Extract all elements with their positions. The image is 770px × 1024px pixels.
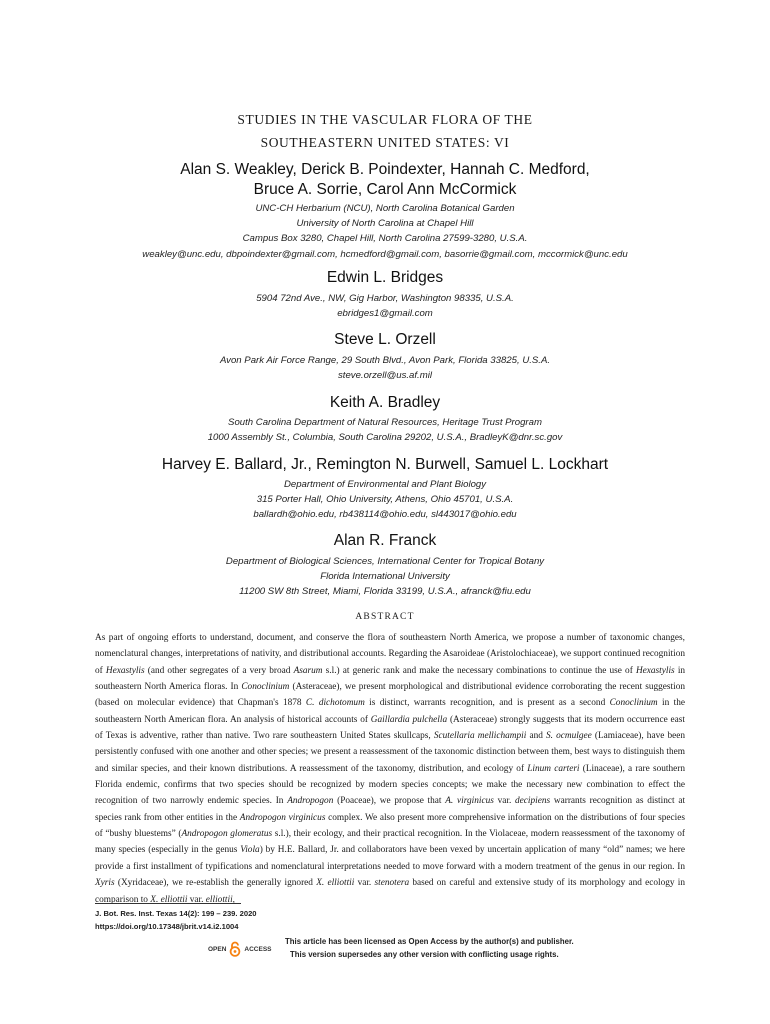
affiliation-line: Department of Environmental and Plant Biology (283, 479, 487, 490)
author-line: Alan R. Franck (333, 532, 437, 549)
abstract-text: is distinct, warrants recognition, and is present as a second (369, 698, 606, 709)
abstract-body (95, 630, 685, 908)
journal-citation: J. Bot. Res. Inst. Texas 14(2): 199 – 239. 2020 (95, 909, 257, 918)
affiliation-line: Avon Park Air Force Range, 29 South Blvd., Avon Park, Florida 33825, U.S.A. (219, 355, 551, 366)
taxon-name: Andropogon (287, 796, 334, 807)
author-line: Harvey E. Ballard, Jr., Remington N. Burwell, Samuel L. Lockhart (161, 456, 609, 473)
affiliation-ohio (0, 477, 770, 523)
abstract-text: var. (357, 878, 372, 889)
author-line: Steve L. Orzell (334, 331, 436, 348)
taxon-name: stenotera (374, 878, 410, 889)
taxon-name: Conoclinium (241, 682, 290, 693)
author-group-ballard (0, 455, 770, 475)
abstract-text: (Poaceae), we propose that (337, 796, 442, 807)
abstract-text: s.l.), their ecology, and their practical recognition. In the Violaceae, modern reassessment of the taxonomy of many species (especially in the genus (95, 829, 685, 856)
abstract-text: , (232, 894, 235, 905)
affiliation-ncu (0, 201, 770, 262)
affiliation-emails: steve.orzell@us.af.mil (338, 370, 432, 382)
open-access-label-left: OPEN (208, 945, 227, 953)
abstract-text: s.l.) at generic rank and make the necessary combinations to continue the use of (325, 665, 633, 676)
open-access-logo (208, 941, 272, 957)
taxon-name: Viola (240, 845, 260, 856)
affiliation-emails: ballardh@ohio.edu, rb438114@ohio.edu, sl443017@ohio.edu (253, 509, 517, 521)
author-group-bridges (0, 268, 770, 288)
doi-link[interactable]: https://doi.org/10.17348/jbrit.v14.i2.1004 (95, 922, 239, 931)
author-line: Edwin L. Bridges (326, 269, 444, 286)
affiliation-line: Florida International University (320, 571, 450, 583)
abstract-text: (Linaceae), a rare southern Florida endemic, confirms that two species should be recognized by modern species concepts; we make the necessary new combination to effect the recognition of two narrowly endemic species. In (95, 763, 685, 807)
affiliation-emails: weakley@unc.edu, dbpoindexter@gmail.com, hcmedford@gmail.com, basorrie@gmail.com, mccormick@unc.edu (142, 248, 628, 260)
taxon-name: X. elliottii (316, 878, 355, 889)
taxon-name: elliottii (205, 894, 233, 905)
abstract-text: warrants recognition as distinct at species rank from other entities in the (95, 796, 686, 823)
paper-title-line-1: STUDIES IN THE VASCULAR FLORA OF THE (237, 112, 533, 127)
taxon-name: A. virginicus (445, 796, 494, 807)
author-line: Alan S. Weakley, Derick B. Poindexter, Hannah C. Medford, (180, 161, 590, 178)
taxon-name: decipiens (515, 796, 551, 807)
affiliation-bridges (0, 291, 770, 321)
affiliation-line: Department of Biological Sciences, International Center for Tropical Botany (225, 556, 545, 567)
taxon-name: Linum carteri (527, 763, 580, 774)
affiliation-line: 5904 72nd Ave., NW, Gig Harbor, Washington 98335, U.S.A. (256, 293, 514, 304)
author-group-weakley (0, 160, 770, 200)
license-statement-2: This version supersedes any other version with conflicting usage rights. (290, 950, 559, 959)
author-group-franck (0, 531, 770, 551)
author-line: Bruce A. Sorrie, Carol Ann McCormick (253, 181, 517, 198)
taxon-name: Conoclinium (609, 698, 658, 709)
affiliation-fiu (0, 554, 770, 600)
abstract-text: (Xyridaceae), we re-establish the generally ignored (117, 878, 313, 889)
taxon-name: Hexastylis (105, 665, 145, 676)
author-group-orzell (0, 330, 770, 350)
taxon-name: Gaillardia pulchella (370, 714, 448, 725)
abstract-text: in southeastern North America floras. In (95, 665, 686, 693)
affiliation-bradley (0, 415, 770, 445)
taxon-name: X. elliottii (150, 894, 188, 905)
abstract-text: and (529, 731, 543, 742)
affiliation-line: 11200 SW 8th Street, Miami, Florida 33199, U.S.A., afranck@fiu.edu (239, 586, 531, 598)
affiliation-line: 1000 Assembly St., Columbia, South Carolina 29202, U.S.A., BradleyK@dnr.sc.gov (207, 432, 563, 444)
abstract-heading: ABSTRACT (355, 612, 415, 622)
abstract-text: var. (189, 894, 204, 905)
taxon-name: Scutellaria mellichampii (433, 731, 527, 742)
author-line: Keith A. Bradley (329, 394, 441, 411)
affiliation-line: Campus Box 3280, Chapel Hill, North Carolina 27599-3280, U.S.A. (242, 233, 528, 245)
taxon-name: Xyris (95, 878, 115, 889)
open-lock-icon (228, 941, 242, 957)
footnote-rule (95, 903, 241, 904)
affiliation-line: University of North Carolina at Chapel Hill (296, 218, 474, 230)
affiliation-orzell (0, 353, 770, 383)
affiliation-line: 315 Porter Hall, Ohio University, Athens, Ohio 45701, U.S.A. (256, 494, 514, 506)
abstract-text: complex. We also present more comprehensive information on the distributions of four species of “bushy bluestems” ( (95, 812, 685, 840)
abstract-text: based on careful and extensive study of its morphology and ecology in comparison to (95, 878, 686, 905)
abstract-text: in the southeastern North American flora. An analysis of historical accounts of (95, 698, 685, 725)
abstract-text: (Asteraceae), we present morphological and distributional evidence corroborating the recent suggestion (based on molecular evidence) that Chapman's 1878 (95, 682, 686, 709)
license-statement-1: This article has been licensed as Open Access by the author(s) and publisher. (285, 937, 574, 946)
abstract-text: As part of ongoing efforts to understand, document, and conserve the flora of southeastern North America, we propose a number of taxonomic changes, nomenclatural changes, interpretations of nativity, and distributional accounts. Regarding the Asaroideae (Aristolochiaceae), we support continued recognition of (95, 633, 685, 676)
affiliation-line: South Carolina Department of Natural Resources, Heritage Trust Program (228, 417, 542, 428)
author-group-bradley (0, 393, 770, 413)
taxon-name: Andropogon glomeratus (181, 829, 273, 840)
open-access-label-right: ACCESS (244, 945, 272, 953)
abstract-text: (Lamiaceae), have been persistently confused with one another and other species; we present a reassessment of the taxonomic distinction between them, best ways to distinguish them and similar species, and their known distributions. A reassessment of the taxonomy, distribution, and ecology of (95, 731, 686, 774)
affiliation-emails: ebridges1@gmail.com (337, 308, 433, 320)
taxon-name: Asarum (293, 665, 323, 676)
paper-title-line-2: SOUTHEASTERN UNITED STATES: VI (260, 135, 510, 150)
taxon-name: Andropogon virginicus (239, 812, 326, 823)
abstract-text: (Asteraceae) strongly suggests that its modern occurrence east of Texas is adventive, rather than native. Two rare southeastern United States skullcaps, (95, 714, 685, 742)
taxon-name: C. dichotomum (305, 698, 365, 709)
taxon-name: S. ocmulgee (546, 731, 592, 742)
abstract-text: ) by H.E. Ballard, Jr. and collaborators have been vexed by uncertain application of many “old” names; we here provide a first installment of typifications and nomenclatural interpretations needed to move forward with a modern treatment of the genus in our region. In (95, 845, 685, 872)
abstract-text: (and other segregates of a very broad (147, 665, 291, 676)
taxon-name: Hexastylis (635, 665, 675, 676)
affiliation-line: UNC-CH Herbarium (NCU), North Carolina Botanical Garden (255, 203, 515, 214)
abstract-text: var. (497, 796, 512, 807)
